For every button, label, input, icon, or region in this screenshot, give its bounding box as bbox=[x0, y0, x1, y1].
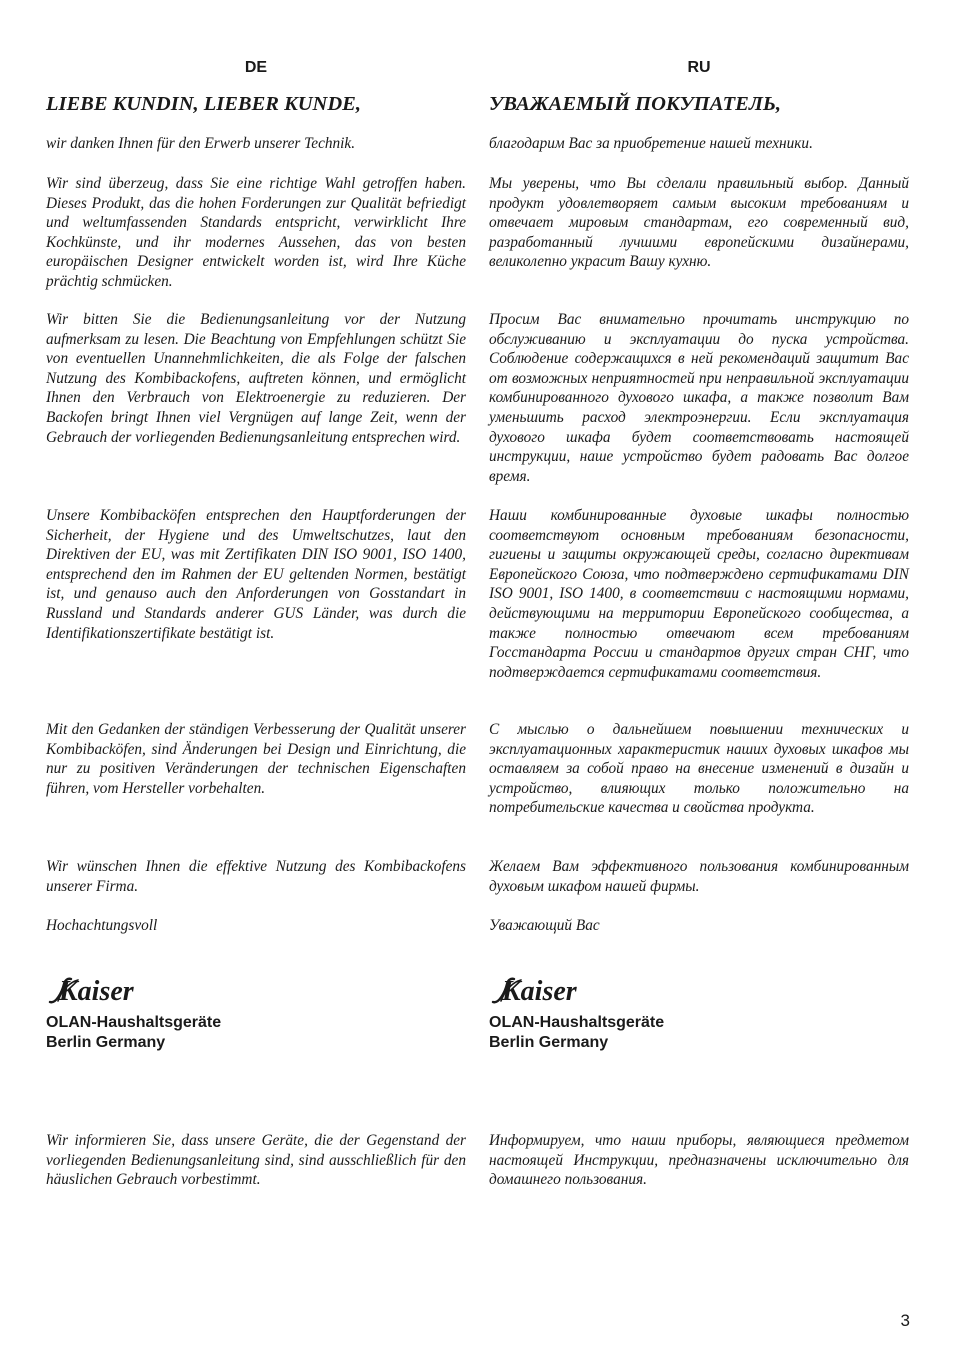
paragraph-de-5: Mit den Gedanken der ständigen Verbesserung der Qualität unserer Kombibacköfen, sind Änderungen bei Design und Einrichtung, die nur zu positiven Veränderungen der technischen Eigenschaften führen, vom Hersteller vorbehalten. bbox=[46, 721, 466, 797]
paragraph-ru-4: Наши комбинированные духовые шкафы полностью соответствуют основным требованиям безопасности, гигиены и защиты окружающей среды, согласно директивам Европейского Союза, что подтверждено сертификатами DIN ISO 9001, ISO 1400, в соответствии с настоящими нормами, действующими на территории Европейского сообщества, а также полностью отвечают всем требованиям Госстандарта России и стандартов других стран СНГ, что подтверждается сертификатами соответствия. bbox=[489, 507, 909, 681]
company-name-de: OLAN-Haushaltsgeräte bbox=[46, 1014, 222, 1031]
paragraph-ru-1: благодарим Вас за приобретение нашей техники. bbox=[489, 135, 813, 152]
german-column bbox=[46, 58, 466, 1189]
greeting-ru: УВАЖАЕМЫЙ ПОКУПАТЕЛЬ, bbox=[489, 93, 782, 115]
closing-de: Hochachtungsvoll bbox=[46, 917, 158, 934]
company-city-de: Berlin Germany bbox=[46, 1034, 166, 1051]
notice-de: Wir informieren Sie, dass unsere Geräte, die der Gegenstand der vorliegenden Bedienungsanleitung sind, sind ausschließlich für den häuslichen Gebrauch vorbestimmt. bbox=[46, 1132, 466, 1189]
company-name-ru: OLAN-Haushaltsgeräte bbox=[489, 1014, 665, 1031]
notice-ru: Информируем, что наши приборы, являющиеся предметом настоящей Инструкции, предназначены исключительно для домашнего пользования. bbox=[489, 1132, 909, 1189]
logo-wordmark: Kaiser bbox=[502, 976, 577, 1007]
paragraph-ru-6: Желаем Вам эффективного пользования комбинированным духовым шкафом нашей фирмы. bbox=[489, 858, 909, 895]
company-city-ru: Berlin Germany bbox=[489, 1034, 609, 1051]
paragraph-de-1: wir danken Ihnen für den Erwerb unserer Technik. bbox=[46, 135, 356, 152]
logo-wordmark: Kaiser bbox=[59, 976, 134, 1007]
paragraph-de-2: Wir sind überzeug, dass Sie eine richtige Wahl getroffen haben. Dieses Produkt, das die hohen Forderungen zur Qualität befriedigt und weltumfassenden Standards entspricht, verwirklicht Ihre Kochkünste, und ihr modernes Aussehen, das von besten europäischen Designer entwickelt worden ist, wird Ihre Küche prächtig schmücken. bbox=[46, 175, 466, 290]
paragraph-ru-3: Просим Вас внимательно прочитать инструкцию по обслуживанию и эксплуатации до пуска устройства. Соблюдение содержащихся в ней рекомендаций защитит Вас от возможных неприятностей при неправильной эксплуатации комбинированного духового шкафа, а также позволит Вам уменьшить расход электроэнергии. Если эксплуатация духового шкафа будет соответствовать настоящей инструкции, наше устройство будет радовать Вас долгое время. bbox=[489, 311, 909, 485]
kaiser-logo bbox=[46, 974, 162, 1008]
paragraph-ru-5: С мыслью о дальнейшем повышении технических и эксплуатационных характеристик наших духовых шкафов мы оставляем за собой право на внесение изменений в дизайн и устройство, влияющих только положительно на потребительские качества и свойства продукта. bbox=[489, 721, 909, 817]
paragraph-de-6: Wir wünschen Ihnen die effektive Nutzung des Kombibackofens unserer Firma. bbox=[46, 858, 466, 895]
closing-ru: Уважающий Вас bbox=[489, 917, 600, 934]
company-block-de bbox=[46, 1013, 221, 1053]
paragraph-ru-2: Мы уверены, что Вы сделали правильный выбор. Данный продукт удовлетворяет самым высоким требованиям и отвечает мировым стандартам, его современный вид, разработанный лучшими европейскими дизайнерами, великолепно украсит Вашу кухню. bbox=[489, 175, 909, 271]
paragraph-de-4: Unsere Kombibacköfen entsprechen den Hauptforderungen der Sicherheit, der Hygiene und des Umweltschutzes, laut den Direktiven der EU, was mit Zertifikaten DIN ISO 9001, ISO 1400, entsprechend den im Rahmen der EU geltenden Normen, bestätigt ist, und genauso auch den Anforderungen von Gosstandart in Russland und Standards anderer GUS Länder, was durch die Identifikationszertifikate bestätigt ist. bbox=[46, 507, 466, 642]
russian-column bbox=[489, 58, 909, 1189]
company-block-ru bbox=[489, 1013, 664, 1053]
page-number: 3 bbox=[900, 1311, 910, 1330]
greeting-de: LIEBE KUNDIN, LIEBER KUNDE, bbox=[46, 93, 361, 115]
language-label-ru: RU bbox=[687, 59, 711, 76]
language-label-de: DE bbox=[244, 59, 268, 76]
paragraph-de-3: Wir bitten Sie die Bedienungsanleitung vor der Nutzung aufmerksam zu lesen. Die Beachtung von Empfehlungen schützt Sie von eventuellen Unannehmlichkeiten, die als Folge der falschen Nutzung des Kombibackofens, auftreten können, und ermöglicht Ihnen den Verbrauch von Elektroenergie zu reduzieren. Der Backofen bringt Ihnen viel Vergnügen auf lange Zeit, wenn der Gebrauch der vorliegenden Bedienungsanleitung entsprechen wird. bbox=[46, 311, 466, 446]
kaiser-logo bbox=[489, 974, 605, 1008]
